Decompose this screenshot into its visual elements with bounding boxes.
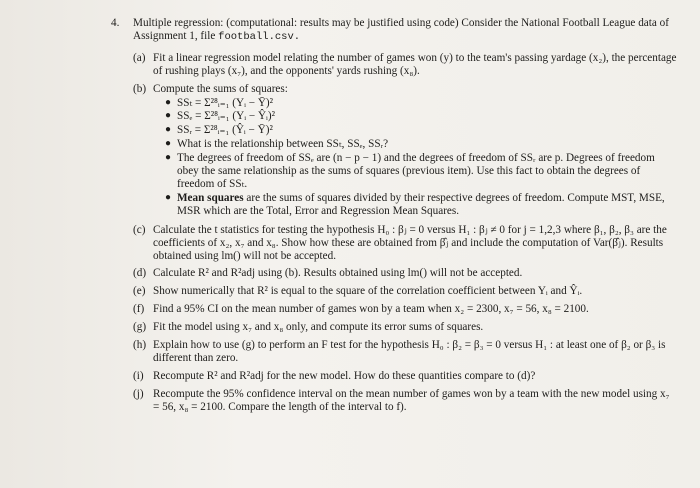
part-text: Fit a linear regression model relating the number of games won (y) to the team's passing yardage (x₂), the percentage of rushing plays (x₇), and the opponents' yards rushing (x₈). [153, 51, 677, 77]
bullet-text: SSᵣ = Σ²⁸ᵢ₌₁ (Ŷᵢ − Ȳ)² [177, 124, 273, 137]
part-d [133, 267, 678, 280]
part-j [133, 388, 678, 414]
part-label: (d) [133, 267, 147, 280]
problem-intro [133, 17, 678, 44]
part-text: Explain how to use (g) to perform an F test for the hypothesis H₀ : β₂ = β₃ = 0 versus H₁ : at least one of β₂ or β₃ is different than zero. [153, 339, 666, 364]
part-b [133, 83, 678, 219]
bullet-text: The degrees of freedom of SSₑ are (n − p − 1) and the degrees of freedom of SSᵣ are p. Degrees of freedom obey the same relationship as the sums of squares (previous item). Use this fact to obtain the degrees of freedom of SSₜ. [177, 152, 655, 190]
part-label: (i) [133, 369, 144, 382]
bullet-sst [165, 97, 678, 110]
problem-4 [111, 17, 678, 414]
part-label: (c) [133, 223, 146, 236]
part-text: Recompute R² and R²adj for the new model. How do these quantities compare to (d)? [153, 369, 536, 382]
bullet-degrees-of-freedom [165, 152, 678, 191]
part-a [133, 52, 678, 78]
part-text: Show numerically that R² is equal to the square of the correlation coefficient between Yᵢ and Ŷᵢ. [153, 285, 583, 298]
problem-intro-text: Multiple regression: (computational: results may be justified using code) Consider the National Football League data of Assignment 1, file [133, 17, 669, 42]
part-text: Calculate the t statistics for testing the hypothesis H₀ : βⱼ = 0 versus H₁ : βⱼ ≠ 0 for j = 1,2,3 where β₁, β₂, β₃ are the coefficients of x₂, x₇ and x₈. Show how these are obtained from β̂ⱼ and include the computation of Var(β̂ⱼ). Results obtained using lm() will not be accepted. [153, 223, 667, 262]
parts-list [133, 52, 678, 414]
part-text: Calculate R² and R²adj using (b). Results obtained using lm() will not be accepted. [153, 267, 523, 280]
part-label: (a) [133, 51, 146, 64]
bullet-text: SSₜ = Σ²⁸ᵢ₌₁ (Yᵢ − Ȳ)² [177, 96, 274, 109]
part-g [133, 321, 678, 334]
bullet-sse [165, 110, 678, 123]
part-text: Find a 95% CI on the mean number of games won by a team when x₂ = 2300, x₇ = 56, x₈ = 2100. [153, 303, 589, 316]
part-label: (j) [133, 387, 144, 400]
part-e [133, 285, 678, 298]
bullet-icon: ● [165, 191, 172, 203]
part-c [133, 224, 678, 263]
bullet-icon: ● [165, 96, 172, 108]
bullet-icon: ● [165, 152, 172, 164]
problem-file: football.csv. [218, 30, 301, 43]
part-f [133, 303, 678, 316]
bullet-text: are the sums of squares divided by their respective degrees of freedom. Compute MST, MSE, MSR which are the Total, Error and Regression Mean Squares. [177, 191, 665, 217]
part-text: Compute the sums of squares: [153, 82, 288, 95]
part-h [133, 339, 678, 365]
bullet-ssr [165, 124, 678, 137]
part-label: (h) [133, 339, 147, 352]
part-label: (e) [133, 285, 146, 298]
part-label: (b) [133, 82, 147, 95]
bullet-relationship [165, 138, 678, 151]
bullet-mean-squares [165, 192, 678, 218]
bullet-icon: ● [165, 124, 172, 136]
part-label: (g) [133, 321, 147, 334]
bullet-icon: ● [165, 138, 172, 150]
part-text: Recompute the 95% confidence interval on the mean number of games won by a team with the new model using x₇ = 56, x₈ = 2100. Compare the length of the interval to f). [153, 387, 670, 413]
part-label: (f) [133, 303, 145, 316]
part-i [133, 370, 678, 383]
part-text: Fit the model using x₇ and x₈ only, and compute its error sums of squares. [153, 321, 484, 334]
problem-number: 4. [111, 17, 120, 29]
bullet-text: SSₑ = Σ²⁸ᵢ₌₁ (Yᵢ − Ŷᵢ)² [177, 110, 275, 123]
bullet-text: What is the relationship between SSₜ, SSₑ, SSᵣ? [177, 138, 389, 151]
bullet-bold-term: Mean squares [177, 191, 244, 204]
bullet-icon: ● [165, 110, 172, 122]
